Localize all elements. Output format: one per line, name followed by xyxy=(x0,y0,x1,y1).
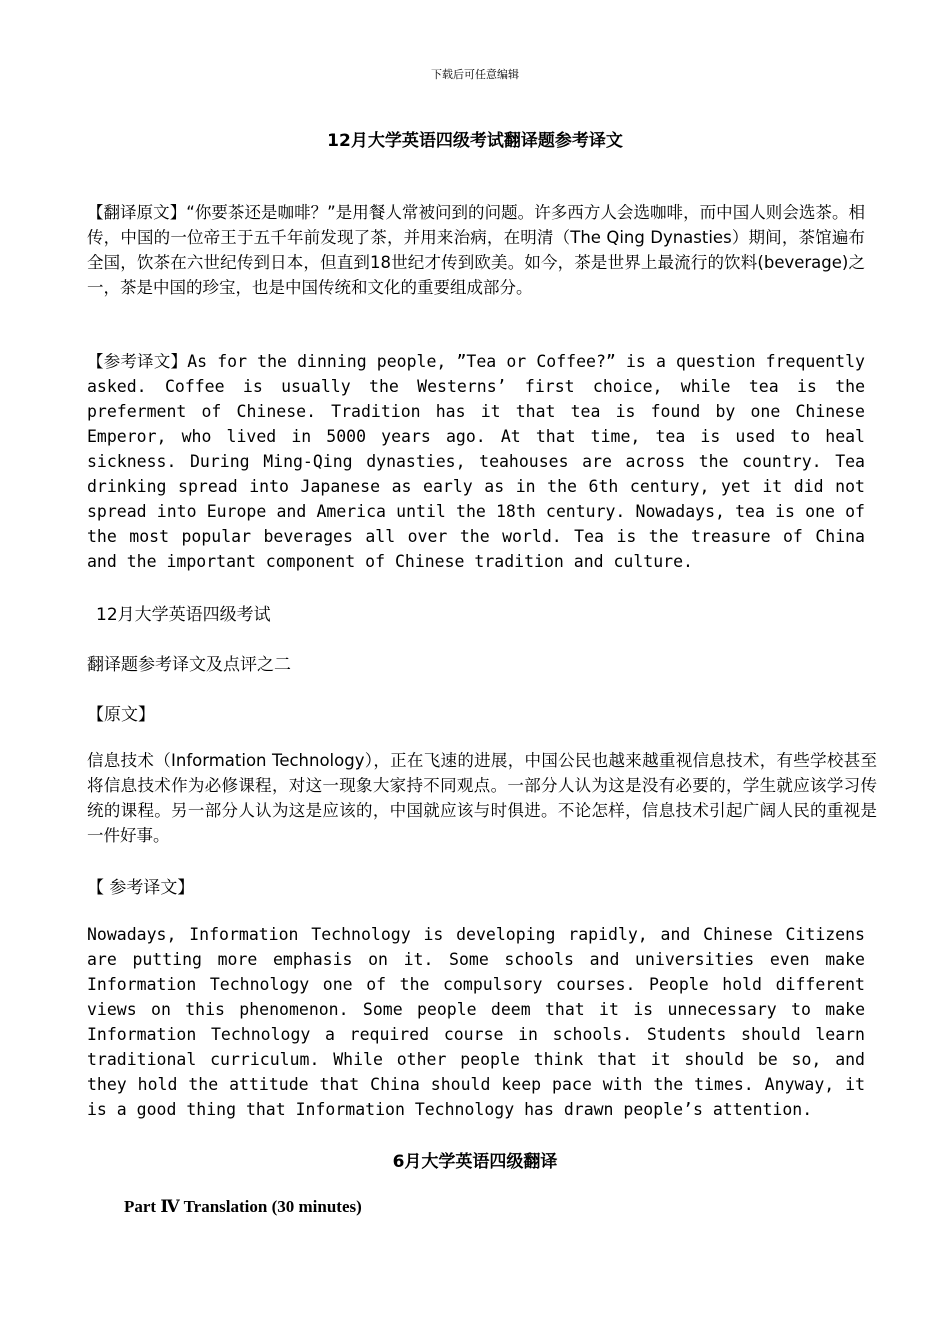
section1-translation-paragraph: 【参考译文】As for the dinning people, ”Tea or Coffee?” is a question frequently asked. Coffee is usually the Westerns’ first choice, while tea is the preferment of Chinese. Tradition has it that tea is found by one Chinese Emperor, who lived in 5000 years ago. At that time, tea is used to heal sickness. During Ming-Qing dynasties, teahouses are across the country. Tea drinking spread into Japanese as early as in the 6th century, yet it did not spread into Europe and America until the 18th century. Nowadays, tea is one of the most popular beverages all over the world. Tea is the treasure of China and the important component of Chinese tradition and culture. xyxy=(87,352,865,571)
section2-heading-line1: 12月大学英语四级考试 xyxy=(96,605,271,625)
section1-original-paragraph: 【翻译原文】“你要茶还是咖啡？”是用餐人常被问到的问题。许多西方人会选咖啡，而中国人则会选茶。相传，中国的一位帝王于五千年前发现了茶，并用来治病，在明清（The Qing Dynasties）期间，茶馆遍布全国，饮茶在六世纪传到日本，但直到18世纪才传到欧美。如今，茶是世界上最流行的饮料(beverage)之一，茶是中国的珍宝，也是中国传统和文化的重要组成部分。 xyxy=(87,203,865,297)
section2-original-label: 【原文】 xyxy=(87,705,155,725)
section2-translation-label: 【 参考译文】 xyxy=(87,878,195,898)
part-iv-heading: Part Ⅳ Translation (30 minutes) xyxy=(124,1197,362,1216)
section3-heading: 6月大学英语四级翻译 xyxy=(392,1152,558,1172)
header-note: 下载后可任意编辑 xyxy=(431,68,519,81)
section2-original-paragraph: 信息技术（Information Technology），正在飞速的进展，中国公民也越来越重视信息技术，有些学校甚至将信息技术作为必修课程，对这一现象大家持不同观点。一部分人认为这是没有必要的，学生就应该学习传统的课程。另一部分人认为这是应该的，中国就应该与时俱进。不论怎样，信息技术引起广阔人民的重视是一件好事。 xyxy=(87,751,877,845)
document-title: 12月大学英语四级考试翻译题参考译文 xyxy=(327,131,623,151)
section2-heading-line2: 翻译题参考译文及点评之二 xyxy=(87,655,291,675)
section2-translation-paragraph: Nowadays, Information Technology is developing rapidly, and Chinese Citizens are putting more emphasis on it. Some schools and universities even make Information Technology one of the compulsory courses. People hold different views on this phenomenon. Some people deem that it is unnecessary to make Information Technology a required course in schools. Students should learn traditional curriculum. While other people think that it should be so, and they hold the attitude that China should keep pace with the times. Anyway, it is a good thing that Information Technology has drawn people’s attention. xyxy=(87,925,865,1119)
